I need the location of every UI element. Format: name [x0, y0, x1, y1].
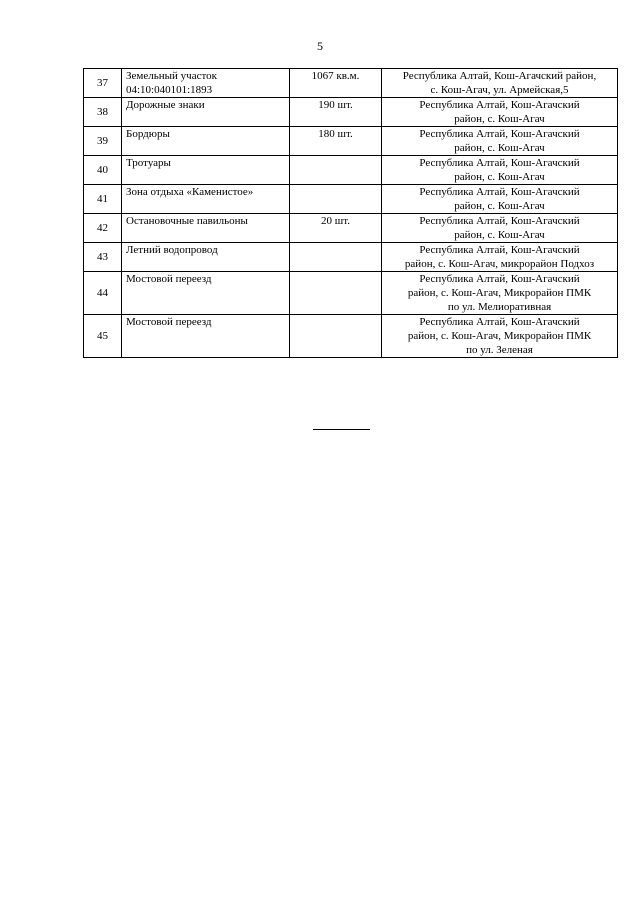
quantity-cell — [290, 214, 382, 243]
address-line: с. Кош-Агач, ул. Армейская,5 — [430, 84, 569, 96]
address-line: Республика Алтай, Кош-Агачский — [419, 215, 580, 227]
table-row — [84, 185, 618, 214]
address-cell — [382, 272, 618, 315]
table-row — [84, 98, 618, 127]
item-name-cell — [122, 69, 290, 98]
address-line: район, с. Кош-Агач — [454, 200, 545, 212]
table-row — [84, 69, 618, 98]
item-name-cell — [122, 156, 290, 185]
row-number-cell — [84, 127, 122, 156]
address-line: по ул. Мелиоративная — [447, 301, 552, 313]
address-line: Республика Алтай, Кош-Агачский — [419, 99, 580, 111]
item-name-line: Тротуары — [126, 157, 171, 169]
row-number: 41 — [97, 193, 108, 205]
table-row — [84, 315, 618, 358]
quantity-value: 1067 кв.м. — [311, 70, 360, 82]
address-cell — [382, 69, 618, 98]
address-line: Республика Алтай, Кош-Агачский — [419, 157, 580, 169]
address-line: район, с. Кош-Агач — [454, 171, 545, 183]
address-cell — [382, 156, 618, 185]
address-cell — [382, 98, 618, 127]
address-line: район, с. Кош-Агач — [454, 229, 545, 241]
item-name-line: Остановочные павильоны — [126, 215, 248, 227]
address-cell — [382, 243, 618, 272]
table-row — [84, 272, 618, 315]
address-cell — [382, 185, 618, 214]
item-name-cell — [122, 98, 290, 127]
item-name-cell — [122, 127, 290, 156]
row-number: 40 — [97, 164, 108, 176]
address-cell — [382, 127, 618, 156]
row-number: 39 — [97, 135, 108, 147]
item-name-cell — [122, 272, 290, 315]
row-number: 38 — [97, 106, 108, 118]
row-number-cell — [84, 156, 122, 185]
address-line: по ул. Зеленая — [466, 344, 533, 356]
row-number-cell — [84, 315, 122, 358]
row-number-cell — [84, 69, 122, 98]
item-name-cell — [122, 185, 290, 214]
item-name-cell — [122, 214, 290, 243]
property-table — [83, 68, 618, 358]
address-line: Республика Алтай, Кош-Агачский — [419, 128, 580, 140]
address-line: район, с. Кош-Агач, Микрорайон ПМК — [407, 330, 592, 342]
address-line: район, с. Кош-Агач — [454, 142, 545, 154]
row-number: 37 — [97, 77, 108, 89]
address-line: район, с. Кош-Агач — [454, 113, 545, 125]
table-row — [84, 156, 618, 185]
row-number-cell — [84, 272, 122, 315]
row-number-cell — [84, 98, 122, 127]
address-line: Республика Алтай, Кош-Агачский — [419, 316, 580, 328]
quantity-value: 190 шт. — [318, 99, 353, 111]
item-name-line: Летний водопровод — [126, 244, 218, 256]
address-line: район, с. Кош-Агач, Микрорайон ПМК — [407, 287, 592, 299]
row-number: 42 — [97, 222, 108, 234]
closing-rule — [313, 429, 370, 430]
quantity-value: 180 шт. — [318, 128, 353, 140]
quantity-cell — [290, 156, 382, 185]
item-name-cell — [122, 243, 290, 272]
item-name-line: Земельный участок — [126, 70, 217, 82]
table-row — [84, 214, 618, 243]
row-number-cell — [84, 185, 122, 214]
row-number: 44 — [97, 287, 108, 299]
quantity-cell — [290, 127, 382, 156]
row-number-cell — [84, 243, 122, 272]
item-name-line: Зона отдыха «Каменистое» — [126, 186, 254, 198]
item-name-cell — [122, 315, 290, 358]
table-row — [84, 127, 618, 156]
item-name-line: Бордюры — [126, 128, 170, 140]
item-name-line: Дорожные знаки — [126, 99, 205, 111]
address-line: район, с. Кош-Агач, микрорайон Подхоз — [404, 258, 595, 270]
quantity-cell — [290, 98, 382, 127]
quantity-cell — [290, 272, 382, 315]
item-name-line: Мостовой переезд — [126, 273, 212, 285]
page-number: 5 — [317, 39, 323, 53]
address-line: Республика Алтай, Кош-Агачский — [419, 186, 580, 198]
address-line: Республика Алтай, Кош-Агачский — [419, 244, 580, 256]
row-number: 43 — [97, 251, 108, 263]
address-line: Республика Алтай, Кош-Агачский район, — [402, 70, 597, 82]
table-row — [84, 243, 618, 272]
row-number-cell — [84, 214, 122, 243]
table-body — [84, 69, 618, 358]
quantity-value: 20 шт. — [321, 215, 350, 227]
address-cell — [382, 214, 618, 243]
quantity-cell — [290, 243, 382, 272]
row-number: 45 — [97, 330, 108, 342]
quantity-cell — [290, 185, 382, 214]
item-name-line: 04:10:040101:1893 — [126, 84, 213, 96]
item-name-line: Мостовой переезд — [126, 316, 212, 328]
address-cell — [382, 315, 618, 358]
address-line: Республика Алтай, Кош-Агачский — [419, 273, 580, 285]
quantity-cell — [290, 69, 382, 98]
quantity-cell — [290, 315, 382, 358]
